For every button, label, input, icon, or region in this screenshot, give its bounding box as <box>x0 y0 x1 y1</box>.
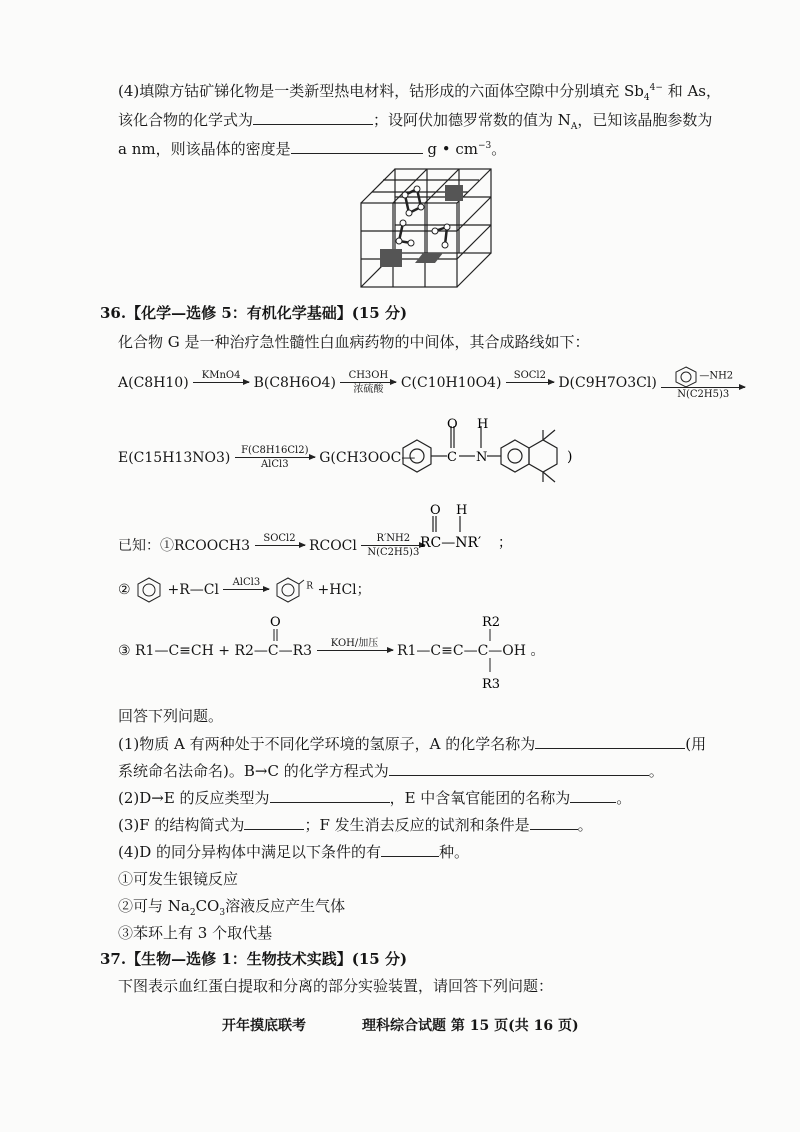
nitrogen-label: N <box>476 450 488 465</box>
answer-blank[interactable] <box>530 815 578 830</box>
r2-label: R2 <box>482 615 501 630</box>
reaction-arrow: AlCl3 <box>223 577 269 603</box>
answer-blank[interactable] <box>291 139 423 154</box>
reaction-arrow: KMnO4 <box>193 370 249 396</box>
carbonyl-oxygen <box>265 612 285 642</box>
answer-blank[interactable] <box>270 788 390 803</box>
condition-1: ①可发生银镜反应 <box>118 870 239 888</box>
answer-blank[interactable] <box>570 788 616 803</box>
oxygen-label: O <box>430 503 441 518</box>
answer-blank[interactable] <box>389 761 649 776</box>
oxygen-label: O <box>270 615 281 630</box>
synthesis-route-2 <box>118 445 415 471</box>
hydrogen-label: H <box>456 503 468 518</box>
q36-heading: 36.【化学—选修 5：有机化学基础】(15 分) <box>100 304 408 322</box>
known-reaction-2: ② +R—Cl AlCl3 $^R$ +HCl； <box>118 576 371 604</box>
condition-2: ②可与 $Na_2CO_3$溶液反应产生气体 <box>118 897 346 918</box>
q36-part1-line1: (1)物质 A 有两种处于不同化学环境的氢原子，A 的化学名称为 (用 <box>118 735 707 753</box>
reaction-arrow: CH3OH 浓硫酸 <box>340 370 396 396</box>
reaction-arrow: $\frac{—NH2}{N(C2H5)3}$ <box>661 365 745 401</box>
q36-part4: (4)D 的同分异构体中满足以下条件的有 种。 <box>118 843 470 861</box>
synthesis-route-1 <box>118 365 745 401</box>
compound-d: D(C9H7O3Cl) <box>558 375 657 391</box>
known-reaction-3: ③ R1—C≡CH + R2—C—R3 KOH/加压 R1—C≡C—C—OH 。 <box>118 638 544 664</box>
product-substituents <box>478 612 508 692</box>
q35-4-line3: a nm，则该晶体的密度是 g • $cm^{-3}$。 <box>118 140 507 158</box>
q35-4-line1: (4)填隙方钴矿锑化物是一类新型热电材料，钴形成的六面体空隙中分别填充 $Sb_4^{4-}$ 和 As， <box>118 82 721 103</box>
answer-blank[interactable] <box>244 815 304 830</box>
reaction-arrow: KOH/加压 <box>317 638 393 664</box>
amide-formula: RC—NR′ <box>420 535 482 551</box>
answer-blank[interactable] <box>253 110 373 125</box>
compound-g: G(CH3OOC— <box>319 450 416 466</box>
q36-part1-line2: 系统命名法命名)。B→C 的化学方程式为 。 <box>118 762 664 780</box>
q37-heading: 37.【生物—选修 1：生物技术实践】(15 分) <box>100 950 408 968</box>
answer-intro: 回答下列问题。 <box>118 707 224 725</box>
answer-blank[interactable] <box>381 842 439 857</box>
reaction-arrow: SOCl2 <box>506 370 554 396</box>
reaction-arrow: F(C8H16Cl2) AlCl3 <box>235 445 315 471</box>
compound-b: B(C8H6O4) <box>253 375 336 391</box>
compound-a: A(C8H10) <box>118 375 189 391</box>
compound-c: C(C10H10O4) <box>400 375 502 391</box>
q35-4-line2: 该化合物的化学式为 ；设阿伏加德罗常数的值为 $N_A$，已知该晶胞参数为 <box>118 111 713 132</box>
q37-intro: 下图表示血红蛋白提取和分离的部分实验装置，请回答下列问题： <box>118 977 554 995</box>
hydrogen-label: H <box>477 417 489 432</box>
footer-page-info: 理科综合试题 第 15 页(共 16 页) <box>362 1018 579 1034</box>
crystal-cell-diagram <box>355 165 500 290</box>
q36-part2: (2)D→E 的反应类型为 ，E 中含氧官能团的名称为 。 <box>118 789 632 807</box>
reaction-arrow: $\frac{R'NH2}{N(C2H5)3}$ <box>361 533 425 559</box>
amide-product-structure <box>418 500 512 560</box>
compound-g-structure <box>395 418 585 498</box>
footer-exam-name: 开年摸底联考 <box>222 1018 306 1034</box>
q36-intro: 化合物 G 是一种治疗急性髓性白血病药物的中间体，其合成路线如下： <box>118 333 590 351</box>
carbon-label: C <box>447 450 457 465</box>
r3-label: R3 <box>482 677 501 692</box>
benzene-icon <box>135 576 163 604</box>
semicolon: ； <box>498 535 512 551</box>
condition-3: ③苯环上有 3 个取代基 <box>118 924 273 942</box>
oxygen-label: O <box>447 417 458 432</box>
reaction-arrow: SOCl2 <box>255 533 305 559</box>
benzene-icon <box>274 576 302 604</box>
closing-paren: ) <box>567 449 573 465</box>
known-reaction-1: 已知：①RCOOCH3 SOCl2 RCOCl $\frac{R'NH2}{N(C2H5)3}$ <box>118 533 425 559</box>
q36-part3: (3)F 的结构简式为 ；F 发生消去反应的试剂和条件是 。 <box>118 816 593 834</box>
answer-blank[interactable] <box>535 734 685 749</box>
compound-e: E(C15H13NO3) <box>118 450 231 466</box>
